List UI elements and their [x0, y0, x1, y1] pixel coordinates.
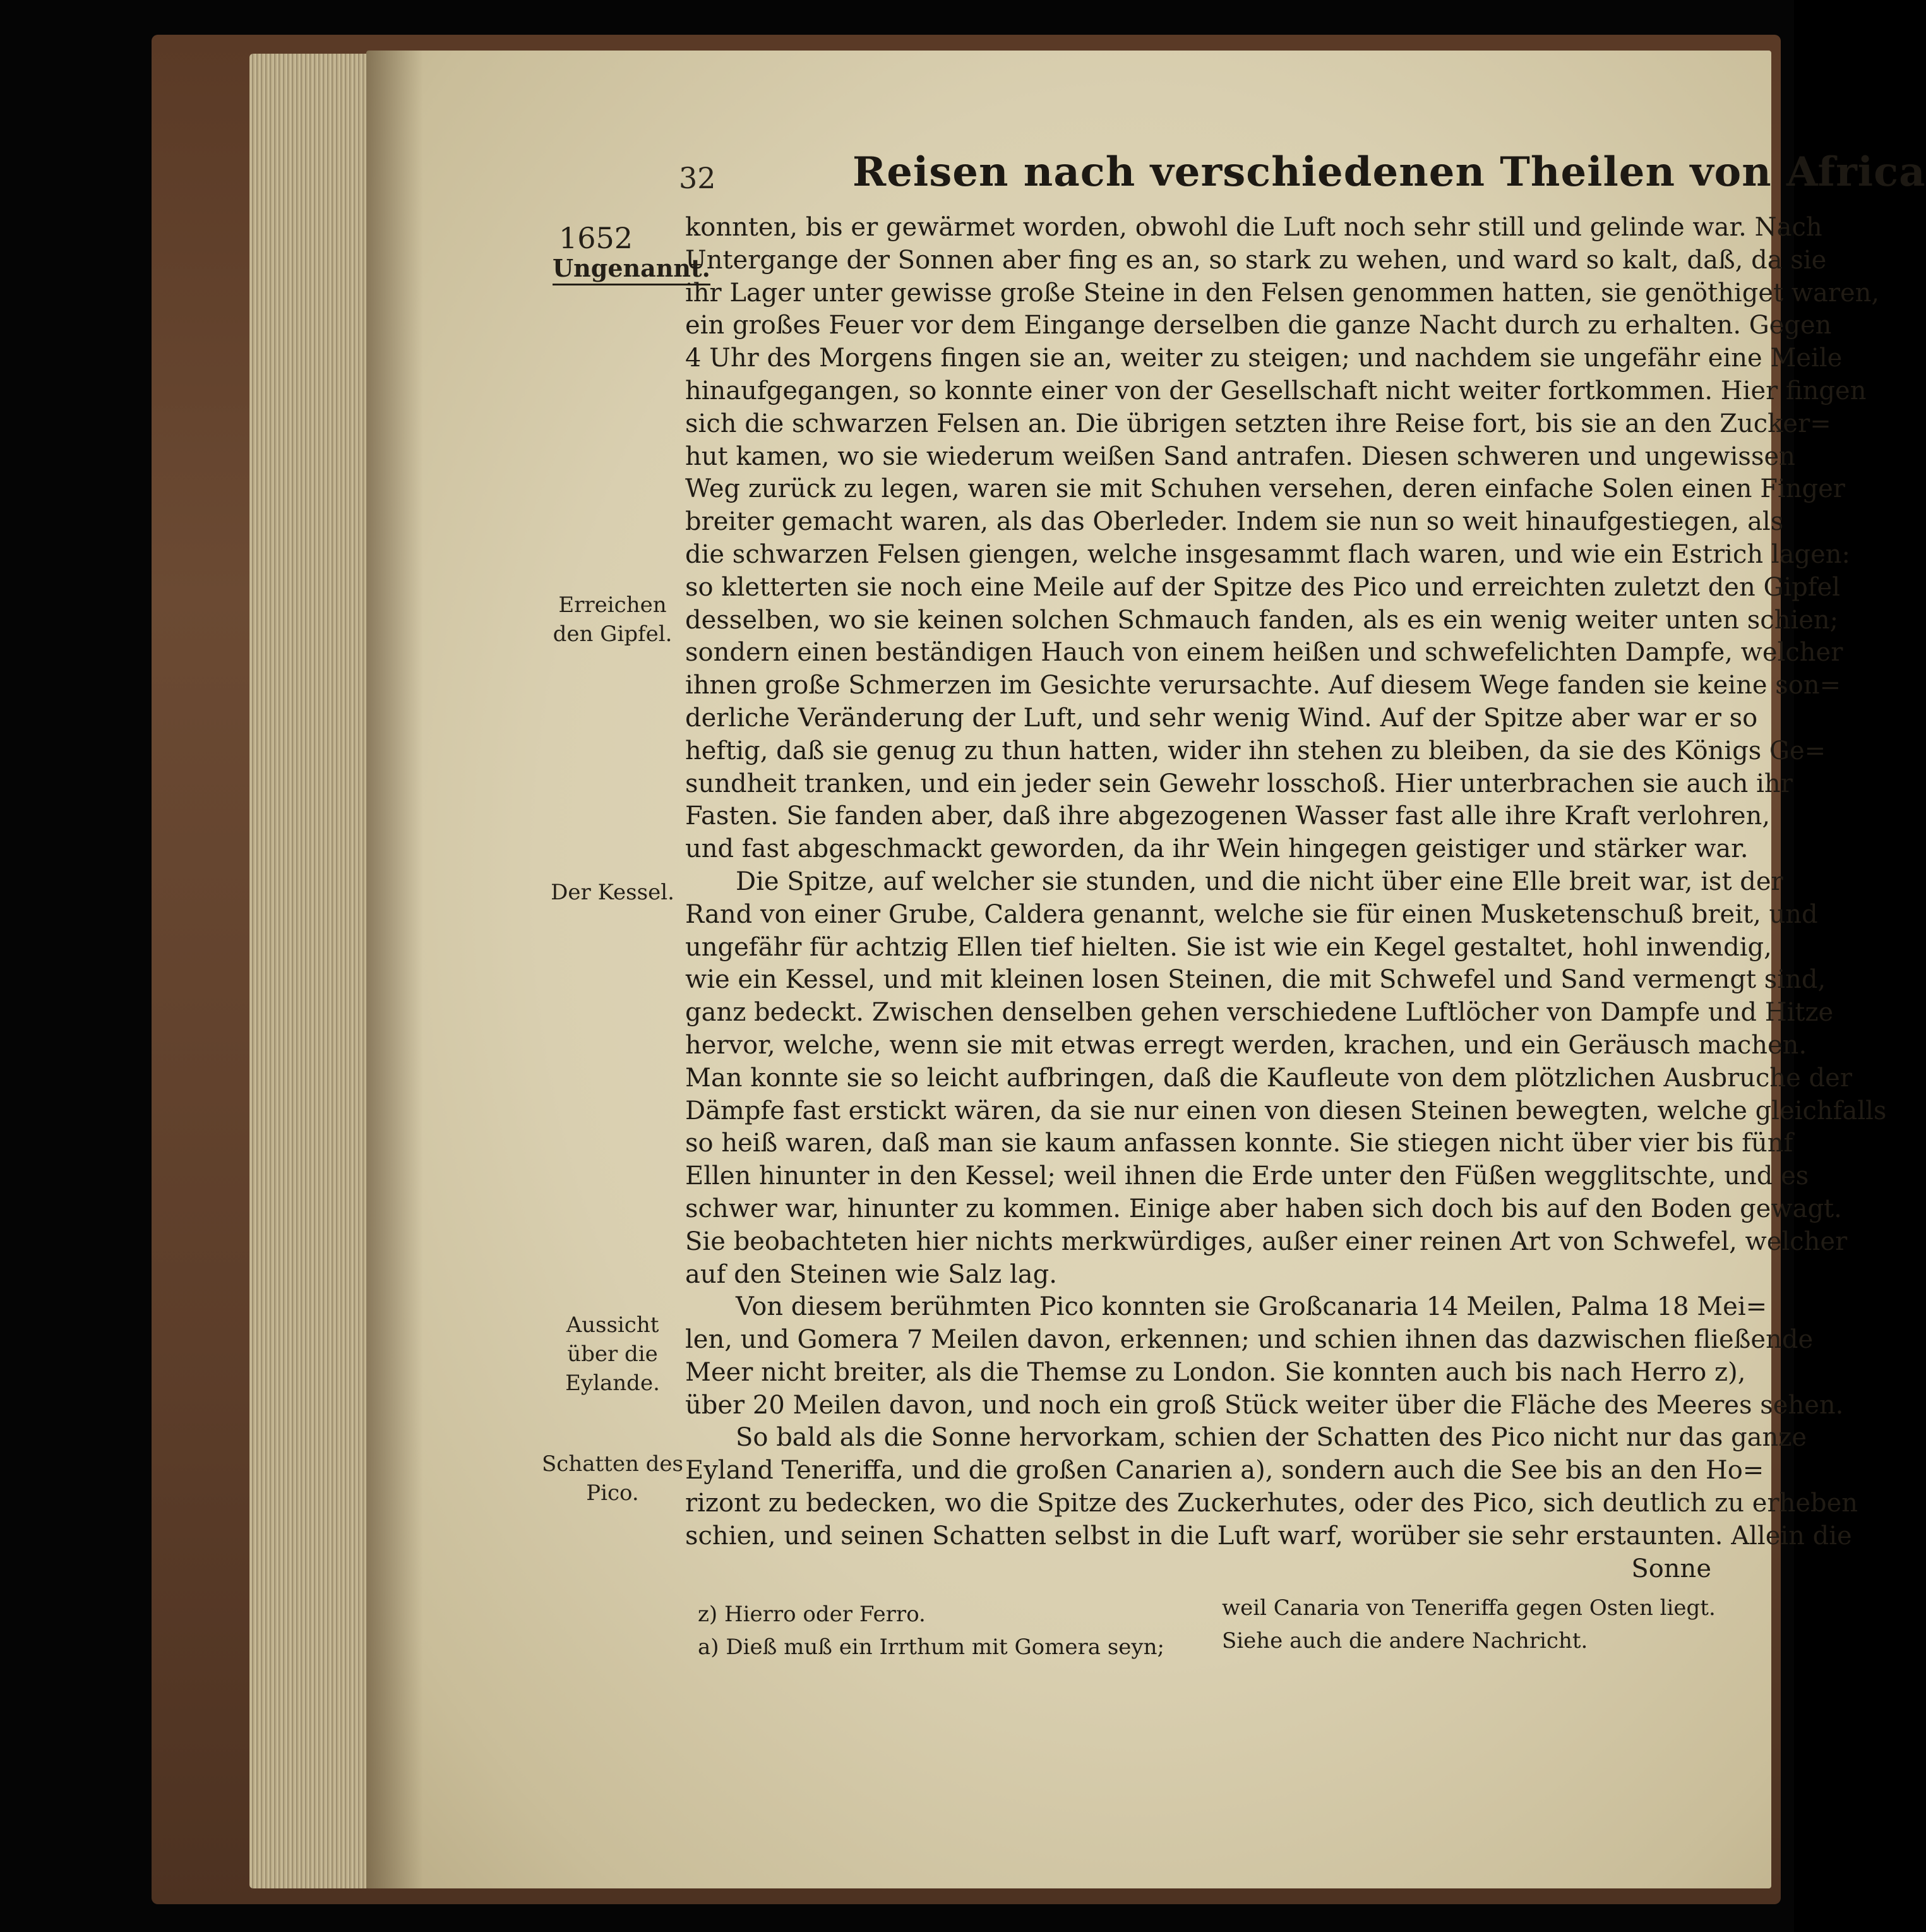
body-line: Meer nicht breiter, als die Themse zu London. Sie konnten auch bis nach Herro z),	[685, 1357, 1746, 1387]
body-line: hinaufgegangen, so konnte einer von der Gesellschaft nicht weiter fortkommen. Hier fingen	[685, 376, 1867, 405]
body-line: ganz bedeckt. Zwischen denselben gehen verschiedene Luftlöcher von Dampfe und Hitze	[685, 998, 1834, 1028]
body-line: Man konnte sie so leicht aufbringen, daß die Kaufleute von dem plötzlichen Ausbruche der	[685, 1063, 1852, 1093]
body-line: über 20 Meilen davon, und noch ein groß Stück weiter über die Fläche des Meeres sehen.	[685, 1390, 1844, 1420]
body-line: ihnen große Schmerzen im Gesichte verursachte. Auf diesem Wege fanden sie keine son=	[685, 671, 1841, 700]
body-line: hut kamen, wo sie wiederum weißen Sand antrafen. Diesen schweren und ungewissen	[685, 441, 1795, 471]
body-line: desselben, wo sie keinen solchen Schmauch fanden, als es ein wenig weiter unten schien;	[685, 605, 1839, 635]
footnote-a: a) Dieß muß ein Irrthum mit Gomera seyn;	[698, 1635, 1164, 1660]
footnotes-right-column	[1222, 1592, 1721, 1657]
body-line: so heiß waren, daß man sie kaum anfassen konnte. Sie stiegen nicht über vier bis fünf	[685, 1129, 1793, 1158]
body-line: derliche Veränderung der Luft, und sehr wenig Wind. Auf der Spitze aber war er so	[685, 703, 1758, 733]
footnote-z: z) Hierro oder Ferro.	[698, 1602, 926, 1627]
body-line: breiter gemacht waren, als das Oberleder. Indem sie nun so weit hinaufgestiegen, als	[685, 507, 1784, 537]
body-line: sich die schwarzen Felsen an. Die übrigen setzten ihre Reise fort, bis sie an den Zucker=	[685, 409, 1831, 438]
body-line: heftig, daß sie genug zu thun hatten, wider ihn stehen zu bleiben, da sie des Königs Ge=	[685, 736, 1826, 765]
body-line: so kletterten sie noch eine Meile auf der Spitze des Pico und erreichten zuletzt den Gipfel	[685, 572, 1841, 602]
running-title: Reisen nach verschiedenen Theilen von Africa	[852, 148, 1926, 196]
body-line: schwer war, hinunter zu kommen. Einige aber haben sich doch bis auf den Boden gewagt.	[685, 1194, 1842, 1223]
body-line: ein großes Feuer vor dem Eingange derselben die ganze Nacht durch zu erhalten. Gegen	[685, 311, 1832, 340]
body-line: wie ein Kessel, und mit kleinen losen Steinen, die mit Schwefel und Sand vermengt sind,	[685, 965, 1826, 995]
margin-author: Ungenannt.	[553, 254, 710, 285]
footnote-a-continued: Siehe auch die andere Nachricht.	[1222, 1628, 1588, 1653]
margin-note-aussicht: Aussicht über die Eylande.	[565, 1312, 660, 1396]
body-line: schien, und seinen Schatten selbst in die Luft warf, worüber sie sehr erstaunten. Allein die	[685, 1521, 1852, 1551]
margin-year: 1652	[559, 221, 633, 255]
body-line: ungefähr für achtzig Ellen tief hielten. Sie ist wie ein Kegel gestaltet, hohl inwendig,	[685, 932, 1772, 962]
body-line: und fast abgeschmackt geworden, da ihr Wein hingegen geistiger und stärker war.	[685, 834, 1749, 864]
footnotes	[698, 1595, 1716, 1667]
body-line: Dämpfe fast erstickt wären, da sie nur einen von diesen Steinen bewegten, welche gleichfalls	[685, 1096, 1887, 1125]
body-line: ihr Lager unter gewisse große Steine in den Felsen genommen hatten, sie genöthiget waren,	[685, 278, 1880, 308]
page-block-edge	[249, 54, 385, 1888]
catchword: Sonne	[1631, 1554, 1711, 1583]
body-line: hervor, welche, wenn sie mit etwas erregt werden, krachen, und ein Geräusch machen.	[685, 1030, 1807, 1060]
footnote-a-continued: weil Canaria von Teneriffa gegen Osten liegt.	[1222, 1595, 1716, 1621]
body-text	[685, 212, 1887, 1583]
body-line: rizont zu bedecken, wo die Spitze des Zuckerhutes, oder des Pico, sich deutlich zu erheben	[685, 1489, 1858, 1518]
body-line: Untergange der Sonnen aber fing es an, so stark zu wehen, und ward so kalt, daß, da sie	[685, 245, 1827, 275]
body-line: konnten, bis er gewärmet worden, obwohl die Luft noch sehr still und gelinde war. Nach	[685, 213, 1822, 242]
page-number: 32	[679, 161, 716, 195]
margin-note-kessel: Der Kessel.	[551, 880, 674, 905]
body-line: So bald als die Sonne hervorkam, schien der Schatten des Pico nicht nur das ganze	[736, 1423, 1807, 1453]
body-line: len, und Gomera 7 Meilen davon, erkennen; und schien ihnen das dazwischen fließende	[685, 1325, 1814, 1355]
body-line: Eyland Teneriffa, und die großen Canarien a), sondern auch die See bis an den Ho=	[685, 1456, 1764, 1485]
margin-note-schatten: Schatten des Pico.	[542, 1451, 683, 1506]
body-line: Von diesem berühmten Pico konnten sie Großcanaria 14 Meilen, Palma 18 Mei=	[736, 1292, 1767, 1322]
body-line: Ellen hinunter in den Kessel; weil ihnen die Erde unter den Füßen wegglitschte, und es	[685, 1161, 1809, 1191]
body-line: Weg zurück zu legen, waren sie mit Schuhen versehen, deren einfache Solen einen Finger	[685, 474, 1845, 504]
running-head	[679, 142, 1926, 212]
footnotes-left-column	[698, 1598, 1203, 1664]
body-line: Die Spitze, auf welcher sie stunden, und die nicht über eine Elle breit war, ist der	[736, 867, 1783, 896]
body-line: die schwarzen Felsen giengen, welche insgesammt flach waren, und wie ein Estrich lagen:	[685, 539, 1850, 569]
body-line: auf den Steinen wie Salz lag.	[685, 1259, 1057, 1289]
body-line: Rand von einer Grube, Caldera genannt, welche sie für einen Musketenschuß breit, und	[685, 899, 1818, 929]
body-line: sondern einen beständigen Hauch von einem heißen und schwefelichten Dampfe, welcher	[685, 638, 1843, 668]
margin-note-gipfel: Erreichen den Gipfel.	[553, 592, 673, 647]
body-line: sundheit tranken, und ein jeder sein Gewehr losschoß. Hier unterbrachen sie auch ihr	[685, 769, 1793, 798]
body-line: Fasten. Sie fanden aber, daß ihre abgezogenen Wasser fast alle ihre Kraft verlohren,	[685, 801, 1771, 831]
margin-notes	[540, 215, 710, 1604]
body-line: Sie beobachteten hier nichts merkwürdiges, außer einer reinen Art von Schwefel, welcher	[685, 1227, 1848, 1256]
page-gutter-shadow	[366, 51, 423, 1888]
body-line: 4 Uhr des Morgens fingen sie an, weiter zu steigen; und nachdem sie ungefähr eine Meile	[685, 344, 1843, 373]
